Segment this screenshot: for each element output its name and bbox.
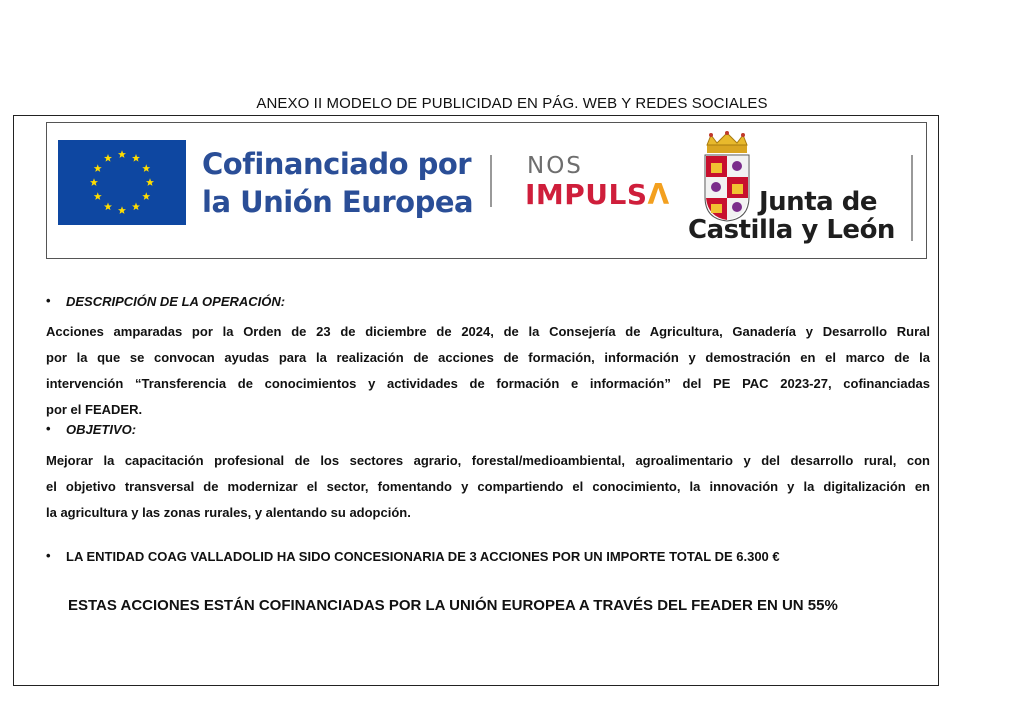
descripcion-heading: DESCRIPCIÓN DE LA OPERACIÓN:	[66, 294, 286, 309]
cofinancing-statement: ESTAS ACCIONES ESTÁN COFINANCIADAS POR LA UNIÓN EUROPEA A TRAVÉS DEL FEADER EN UN 55%	[68, 597, 838, 614]
bullet-icon: •	[46, 421, 51, 436]
impulsa-text: IMPULS	[525, 178, 648, 211]
funding-logos-banner	[46, 122, 927, 259]
eu-flag-icon	[58, 140, 186, 225]
nos-text: NOS	[527, 153, 583, 179]
objetivo-line: la agricultura y las zonas rurales, y alentando su adopción.	[46, 505, 411, 520]
junta-text-line2: Castilla y León	[688, 215, 895, 245]
descripcion-line: intervención “Transferencia de conocimientos y actividades de formación e información” del PE PAC 2023-27, cofinanciadas	[46, 376, 930, 391]
eu-cofinanced-text	[202, 145, 473, 221]
bullet-icon: •	[46, 548, 51, 563]
junta-text-line1: Junta de	[759, 187, 877, 217]
eu-text-line2: la Unión Europea	[202, 185, 474, 219]
objetivo-heading: OBJETIVO:	[66, 422, 137, 437]
bullet-icon: •	[46, 293, 51, 308]
descripcion-line: por el FEADER.	[46, 402, 143, 417]
impulsa-logo	[525, 178, 670, 211]
banner-divider	[490, 155, 492, 207]
descripcion-line: Acciones amparadas por la Orden de 23 de diciembre de 2024, de la Consejería de Agricultura, Ganadería y Desarrollo Rural	[46, 324, 930, 339]
objetivo-line: el objetivo transversal de modernizar el sector, fomentando y compartiendo el conocimiento, la innovación y la digitalización en	[46, 479, 930, 494]
descripcion-paragraph	[46, 319, 930, 419]
banner-right-divider	[911, 155, 913, 241]
eu-text-line1: Cofinanciado por	[202, 147, 472, 181]
castilla-leon-shield-icon	[699, 131, 755, 223]
objetivo-paragraph	[46, 448, 930, 526]
objetivo-line: Mejorar la capacitación profesional de los sectores agrario, forestal/medioambiental, agroalimentario y del desarrollo rural, con	[46, 453, 930, 468]
entidad-statement: LA ENTIDAD COAG VALLADOLID HA SIDO CONCESIONARIA DE 3 ACCIONES POR UN IMPORTE TOTAL DE 6.300 €	[66, 549, 780, 564]
impulsa-accent: Λ	[647, 178, 670, 211]
descripcion-line: por la que se convocan ayudas para la realización de acciones de formación, información y demostración en el marco de la	[46, 350, 930, 365]
annex-title: ANEXO II MODELO DE PUBLICIDAD EN PÁG. WEB Y REDES SOCIALES	[256, 95, 768, 112]
